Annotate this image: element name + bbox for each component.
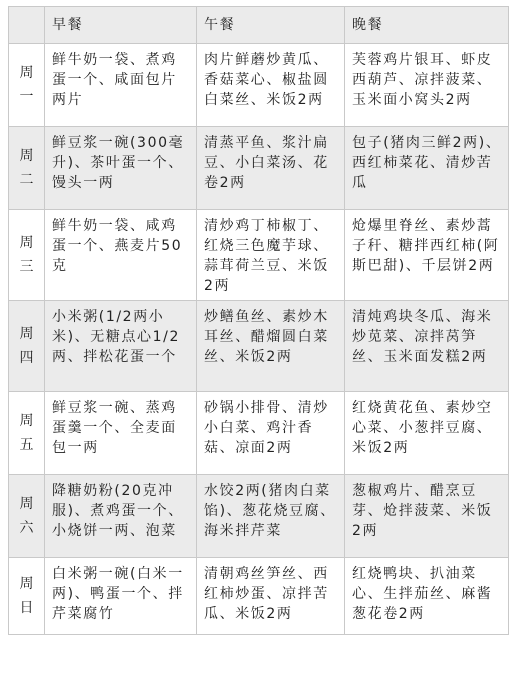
table-header-row: [9, 7, 509, 44]
day-label: 周日: [19, 576, 34, 616]
header-breakfast: 早餐: [45, 7, 197, 44]
breakfast-cell: 鲜豆浆一碗(300毫升)、茶叶蛋一个、馒头一两: [45, 127, 197, 210]
table-row: [9, 392, 509, 475]
day-label: 周二: [19, 148, 34, 188]
lunch-cell: 清朝鸡丝笋丝、西红柿炒蛋、凉拌苦瓜、米饭2两: [197, 558, 345, 635]
header-lunch: 午餐: [197, 7, 345, 44]
lunch-cell: 清炒鸡丁柿椒丁、红烧三色魔芋球、蒜茸荷兰豆、米饭2两: [197, 210, 345, 301]
lunch-cell: 炒鳝鱼丝、素炒木耳丝、醋熘圆白菜丝、米饭2两: [197, 301, 345, 392]
dinner-cell: 清炖鸡块冬瓜、海米炒苋菜、凉拌莴笋丝、玉米面发糕2两: [345, 301, 509, 392]
day-label: 周四: [19, 326, 34, 366]
day-label: 周一: [19, 65, 34, 105]
table-row: [9, 558, 509, 635]
day-cell: [9, 392, 45, 475]
weekly-meal-table: [8, 6, 509, 635]
day-cell: [9, 127, 45, 210]
dinner-cell: 红烧鸭块、扒油菜心、生拌茄丝、麻酱葱花卷2两: [345, 558, 509, 635]
dinner-cell: 红烧黄花鱼、素炒空心菜、小葱拌豆腐、米饭2两: [345, 392, 509, 475]
day-label: 周五: [19, 413, 34, 453]
day-label: 周三: [19, 235, 34, 275]
table-row: [9, 301, 509, 392]
table-row: [9, 475, 509, 558]
dinner-cell: 炝爆里脊丝、素炒蒿子秆、糖拌西红柿(阿斯巴甜)、千层饼2两: [345, 210, 509, 301]
table-row: [9, 44, 509, 127]
dinner-cell: 芙蓉鸡片银耳、虾皮西葫芦、凉拌菠菜、玉米面小窝头2两: [345, 44, 509, 127]
header-dinner: 晚餐: [345, 7, 509, 44]
breakfast-cell: 小米粥(1/2两小米)、无糖点心1/2两、拌松花蛋一个: [45, 301, 197, 392]
header-day-cell: [9, 7, 45, 44]
lunch-cell: 肉片鲜蘑炒黄瓜、香菇菜心、椒盐圆白菜丝、米饭2两: [197, 44, 345, 127]
table-row: [9, 210, 509, 301]
lunch-cell: 水饺2两(猪肉白菜馅)、葱花烧豆腐、海米拌芹菜: [197, 475, 345, 558]
day-cell: [9, 301, 45, 392]
breakfast-cell: 白米粥一碗(白米一两)、鸭蛋一个、拌芹菜腐竹: [45, 558, 197, 635]
day-cell: [9, 558, 45, 635]
dinner-cell: 包子(猪肉三鲜2两)、西红柿菜花、清炒苦瓜: [345, 127, 509, 210]
day-cell: [9, 210, 45, 301]
table-row: [9, 127, 509, 210]
breakfast-cell: 鲜牛奶一袋、咸鸡蛋一个、燕麦片50克: [45, 210, 197, 301]
breakfast-cell: 降糖奶粉(20克冲服)、煮鸡蛋一个、小烧饼一两、泡菜: [45, 475, 197, 558]
day-cell: [9, 44, 45, 127]
breakfast-cell: 鲜豆浆一碗、蒸鸡蛋羹一个、全麦面包一两: [45, 392, 197, 475]
dinner-cell: 葱椒鸡片、醋烹豆芽、炝拌菠菜、米饭2两: [345, 475, 509, 558]
lunch-cell: 砂锅小排骨、清炒小白菜、鸡汁香菇、凉面2两: [197, 392, 345, 475]
day-cell: [9, 475, 45, 558]
breakfast-cell: 鲜牛奶一袋、煮鸡蛋一个、咸面包片两片: [45, 44, 197, 127]
lunch-cell: 清蒸平鱼、浆汁扁豆、小白菜汤、花卷2两: [197, 127, 345, 210]
day-label: 周六: [19, 496, 34, 536]
